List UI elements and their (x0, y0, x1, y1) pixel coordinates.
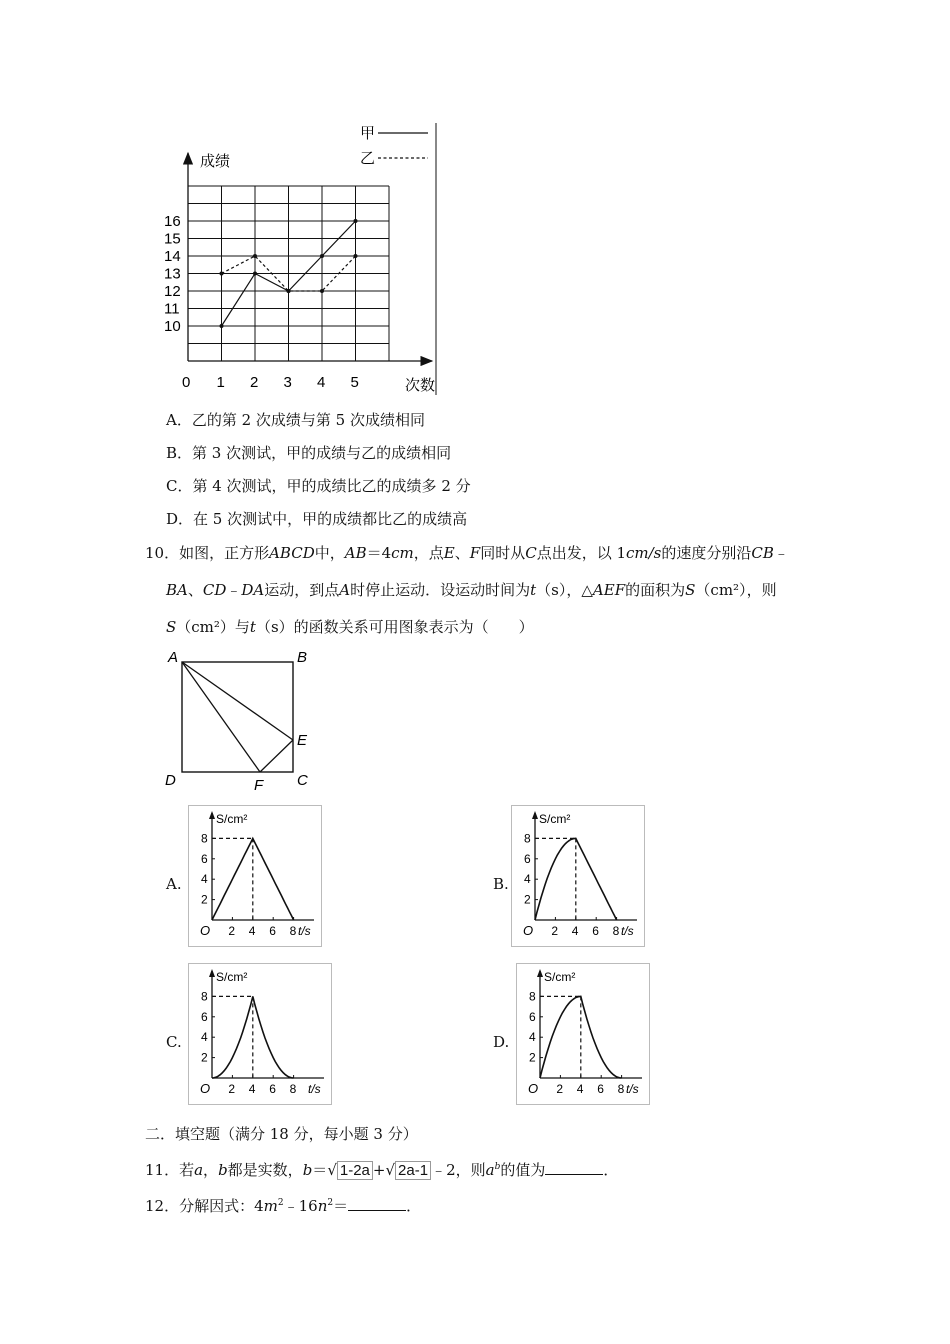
q10-text: ＝4 (366, 544, 392, 562)
q10-var: E (443, 544, 455, 562)
y-axis-label: S/cm² (216, 970, 248, 984)
y-axis-arrow-icon (532, 811, 538, 819)
y-tick-label: 16 (164, 213, 181, 230)
graph-curve (212, 838, 294, 920)
vertex-label-d: D (165, 772, 176, 789)
x-tick-label: 4 (576, 1082, 584, 1096)
vertex-label-a: A (168, 649, 179, 666)
x-tick-label: 5 (350, 374, 359, 391)
y-tick-label: 2 (529, 1050, 536, 1065)
q10-text: ，则 (746, 581, 777, 599)
q11-text: ． (603, 1161, 619, 1179)
series-point-乙 (320, 289, 324, 293)
y-tick-label: 2 (201, 1050, 208, 1065)
q11-line (145, 1156, 618, 1182)
q10-text: ，点 (413, 544, 444, 562)
x-axis-label: t/s (308, 1082, 321, 1096)
chart-legend (360, 125, 428, 167)
y-tick-label: 4 (529, 1030, 536, 1045)
q10-line-2 (166, 579, 777, 601)
q10-text: ﹣ (226, 581, 242, 599)
segment-ae (182, 662, 293, 740)
q11-var: a (485, 1161, 495, 1179)
q10-var: t (249, 618, 256, 636)
q10-var: F (469, 544, 481, 562)
q10-text: ﹣ (773, 544, 789, 562)
q11-text: ﹣2，则 (431, 1161, 486, 1179)
y-tick-label: 6 (201, 851, 208, 866)
q9-option-a: A．乙的第 2 次成绩与第 5 次成绩相同 (166, 411, 425, 429)
q10-var: AB (344, 544, 367, 562)
q10-option-d-label: D. (493, 1033, 510, 1051)
point-label-f: F (254, 777, 264, 794)
y-axis-label: 成绩 (200, 153, 231, 170)
segment-ef (260, 740, 293, 772)
y-axis-label: S/cm² (216, 812, 248, 826)
series-point-甲 (320, 254, 324, 258)
series-point-甲 (354, 219, 358, 223)
graph-curve (540, 996, 622, 1078)
q10-text: 、 (187, 581, 203, 599)
q12-text: 12．分解因式：4 (145, 1197, 264, 1215)
q10-text: （s） (536, 581, 567, 599)
q10-option-b-label: B. (493, 875, 509, 893)
q10-text: 同时从 (480, 544, 526, 562)
q10-text: 中， (314, 544, 345, 562)
q11-text: 都是实数， (227, 1161, 303, 1179)
x-tick-label: 4 (248, 924, 256, 938)
y-tick-label: 8 (201, 989, 208, 1004)
x-tick-label: 8 (289, 1082, 297, 1096)
q10-var: BA (166, 581, 188, 599)
legend-label-乙: 乙 (360, 150, 376, 167)
y-axis-arrow-icon (537, 969, 543, 977)
y-tick-label: 4 (201, 1030, 208, 1045)
x-tick-label: 6 (597, 1082, 604, 1096)
q10-var: CD (202, 581, 227, 599)
q10-graph-c (188, 963, 332, 1105)
q10-unit: cm/s (626, 544, 662, 562)
q9-option-c: C．第 4 次测试，甲的成绩比乙的成绩多 2 分 (166, 477, 471, 495)
q11-text: 的值为 (500, 1161, 546, 1179)
q10-text: 时停止运动．设运动时间为 (350, 581, 531, 599)
square-abcd-figure (162, 645, 322, 795)
q11-exponent: b (494, 1162, 501, 1172)
q10-line-1 (145, 542, 789, 564)
q10-graph-d (516, 963, 650, 1105)
q10-var: S (166, 618, 177, 636)
q10-var: CB (751, 544, 774, 562)
q12-text: ﹣16 (283, 1197, 318, 1215)
y-tick-label: 8 (201, 831, 208, 846)
chart-grid (188, 186, 389, 361)
y-tick-label: 6 (524, 851, 531, 866)
y-tick-label: 4 (201, 872, 208, 887)
legend-label-甲: 甲 (360, 125, 376, 142)
y-axis-arrow-icon (209, 811, 215, 819)
point-label-e: E (297, 732, 308, 749)
y-tick-label: 11 (164, 300, 180, 318)
x-axis-label: t/s (298, 924, 311, 938)
y-tick-label: 8 (529, 989, 536, 1004)
q11-radicand-1: 1-2a (337, 1161, 373, 1180)
q10-text: （cm²）与 (176, 618, 250, 636)
q10-var: ABCD (269, 544, 315, 562)
q12-var: n (317, 1197, 328, 1215)
q11-radicand-2: 2a-1 (395, 1161, 431, 1180)
y-tick-label: 10 (164, 318, 181, 335)
origin-label: O (200, 1081, 211, 1096)
score-line-chart (160, 115, 450, 400)
vertex-label-c: C (297, 772, 308, 789)
q10-text: 的面积为 (625, 581, 686, 599)
x-tick-label: 4 (317, 374, 326, 391)
y-axis-label: S/cm² (539, 812, 571, 826)
graph-curve (535, 838, 617, 920)
q10-var: S (685, 581, 696, 599)
x-tick-label: 8 (289, 924, 297, 938)
q10-text: ，△ (566, 581, 593, 599)
q10-var: t (530, 581, 537, 599)
q12-answer-blank[interactable] (348, 1196, 406, 1211)
series-point-甲 (253, 272, 257, 276)
x-tick-label: 8 (617, 1082, 625, 1096)
q12-exponent: 2 (277, 1198, 284, 1208)
q10-text: 点出发，以 1 (536, 544, 626, 562)
x-tick-label: 2 (556, 1082, 564, 1096)
origin-label: O (528, 1081, 539, 1096)
graph-curve (212, 996, 294, 1078)
series-point-乙 (220, 272, 224, 276)
q10-unit: cm (391, 544, 414, 562)
q11-text: 11．若 (145, 1161, 195, 1179)
q10-graph-b (511, 805, 645, 947)
chart-tick-labels (164, 213, 359, 391)
y-tick-label: 14 (164, 248, 181, 265)
q11-var: b (302, 1161, 313, 1179)
x-axis-label: t/s (621, 924, 634, 938)
segment-af (182, 662, 260, 772)
series-point-乙 (354, 254, 358, 258)
y-tick-label: 13 (164, 265, 181, 283)
q12-exponent: 2 (327, 1198, 334, 1208)
q10-line-3 (166, 616, 534, 638)
sqrt-sign-icon: √ (385, 1161, 396, 1179)
q10-text: 的速度分别沿 (661, 544, 752, 562)
q10-var: A (339, 581, 351, 599)
q10-text: （s）的函数关系可用图象表示为（ ） (255, 618, 534, 636)
x-tick-label: 2 (551, 924, 559, 938)
y-tick-label: 6 (201, 1009, 208, 1024)
x-tick-label: 8 (612, 924, 620, 938)
q11-var: a (194, 1161, 204, 1179)
x-axis-label: t/s (626, 1082, 639, 1096)
y-tick-label: 4 (524, 872, 531, 887)
q10-var: AEF (592, 581, 626, 599)
series-point-乙 (253, 254, 257, 258)
q12-var: m (263, 1197, 278, 1215)
x-tick-label: 4 (248, 1082, 256, 1096)
x-tick-label: 2 (228, 924, 236, 938)
q12-text: ． (406, 1197, 422, 1215)
q10-text: 10．如图，正方形 (145, 544, 270, 562)
x-tick-label: 1 (216, 374, 225, 391)
x-tick-label: 6 (269, 924, 276, 938)
q10-option-a-label: A. (166, 875, 182, 893)
y-tick-label: 8 (524, 831, 531, 846)
y-tick-label: 2 (201, 892, 208, 907)
x-tick-label: 4 (571, 924, 579, 938)
chart-axes (188, 153, 432, 361)
q10-option-c-label: C. (166, 1033, 182, 1051)
y-tick-label: 2 (524, 892, 531, 907)
q11-text: ＝ (312, 1161, 328, 1179)
q10-var: C (525, 544, 537, 562)
q11-text: ， (203, 1161, 219, 1179)
x-tick-label: 6 (269, 1082, 276, 1096)
x-tick-label: 2 (250, 374, 259, 391)
q9-option-d: D．在 5 次测试中，甲的成绩都比乙的成绩高 (166, 510, 468, 528)
q10-text: 运动，到点 (264, 581, 340, 599)
q11-var: b (218, 1161, 228, 1179)
series-point-甲 (220, 324, 224, 328)
q12-line (145, 1192, 421, 1217)
sqrt-sign-icon: √ (327, 1161, 337, 1179)
y-tick-label: 15 (164, 230, 181, 248)
x-axis-label: 次数 (405, 377, 436, 394)
q10-graph-a (188, 805, 322, 947)
q10-var: DA (241, 581, 265, 599)
q11-answer-blank[interactable] (545, 1160, 603, 1175)
q12-text: ＝ (333, 1197, 349, 1215)
y-tick-label: 6 (529, 1009, 536, 1024)
section-2-title: 二．填空题（满分 18 分，每小题 3 分） (145, 1125, 418, 1143)
y-axis-label: S/cm² (544, 970, 576, 984)
q9-option-b: B．第 3 次测试，甲的成绩与乙的成绩相同 (166, 444, 452, 462)
q10-text: （cm²） (695, 581, 747, 599)
origin-label: O (200, 923, 211, 938)
x-tick-label: 6 (592, 924, 599, 938)
origin-label: 0 (182, 374, 191, 391)
x-tick-label: 2 (228, 1082, 236, 1096)
y-tick-label: 12 (164, 283, 181, 300)
q11-text: + (372, 1161, 386, 1179)
x-tick-label: 3 (283, 374, 292, 391)
q10-text: 、 (454, 544, 470, 562)
y-axis-arrow-icon (209, 969, 215, 977)
series-point-乙 (287, 289, 291, 293)
vertex-label-b: B (297, 649, 308, 666)
origin-label: O (523, 923, 534, 938)
